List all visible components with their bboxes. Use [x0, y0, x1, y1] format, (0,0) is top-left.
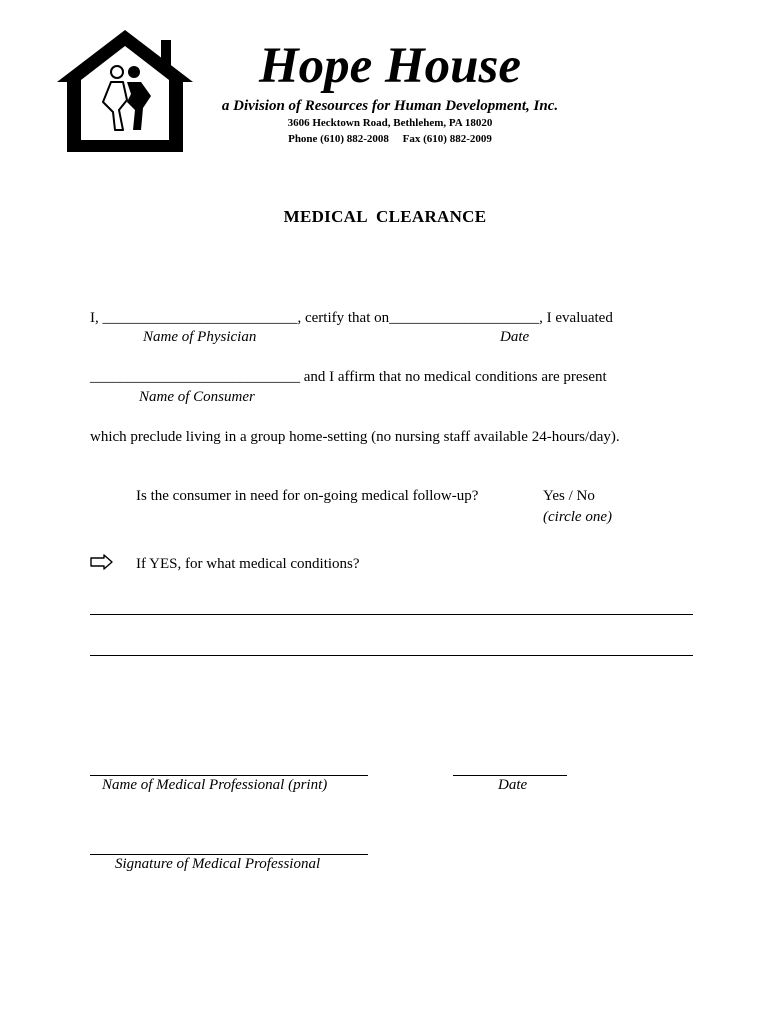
house-with-people-icon [57, 30, 193, 152]
caption-professional-name: Name of Medical Professional (print) [102, 777, 328, 793]
group-home-statement: which preclude living in a group home-setting (no nursing staff available 24-hours/day). [90, 429, 620, 445]
circle-one-hint: (circle one) [543, 509, 612, 525]
followup-question: Is the consumer in need for on-going medical follow-up? [136, 488, 479, 504]
certification-line: I, __________________________, certify that on____________________, I evaluated [90, 310, 613, 326]
professional-name-line[interactable] [90, 775, 368, 776]
division-line: a Division of Resources for Human Development, Inc. [221, 98, 559, 114]
medical-conditions-prompt: If YES, for what medical conditions? [136, 556, 360, 572]
address-line: 3606 Hecktown Road, Bethlehem, PA 18020 [287, 117, 493, 129]
signature-line[interactable] [90, 854, 368, 855]
caption-signature-date: Date [498, 777, 528, 793]
caption-signature: Signature of Medical Professional [115, 856, 321, 872]
caption-physician-name: Name of Physician [143, 329, 257, 345]
phone-fax-line: Phone (610) 882-2008 Fax (610) 882-2009 [288, 133, 492, 145]
affirmation-line: ____________________________ and I affirm that no medical conditions are present [90, 369, 607, 385]
yes-no-options[interactable]: Yes / No [543, 488, 595, 504]
medical-conditions-answer-line-1[interactable] [90, 614, 693, 615]
form-title: MEDICAL CLEARANCE [283, 207, 487, 226]
caption-consumer-name: Name of Consumer [139, 389, 255, 405]
organization-name: Hope House [258, 38, 522, 94]
caption-evaluation-date: Date [500, 329, 530, 345]
medical-conditions-answer-line-2[interactable] [90, 655, 693, 656]
signature-date-line[interactable] [453, 775, 567, 776]
right-arrow-icon [90, 554, 114, 570]
